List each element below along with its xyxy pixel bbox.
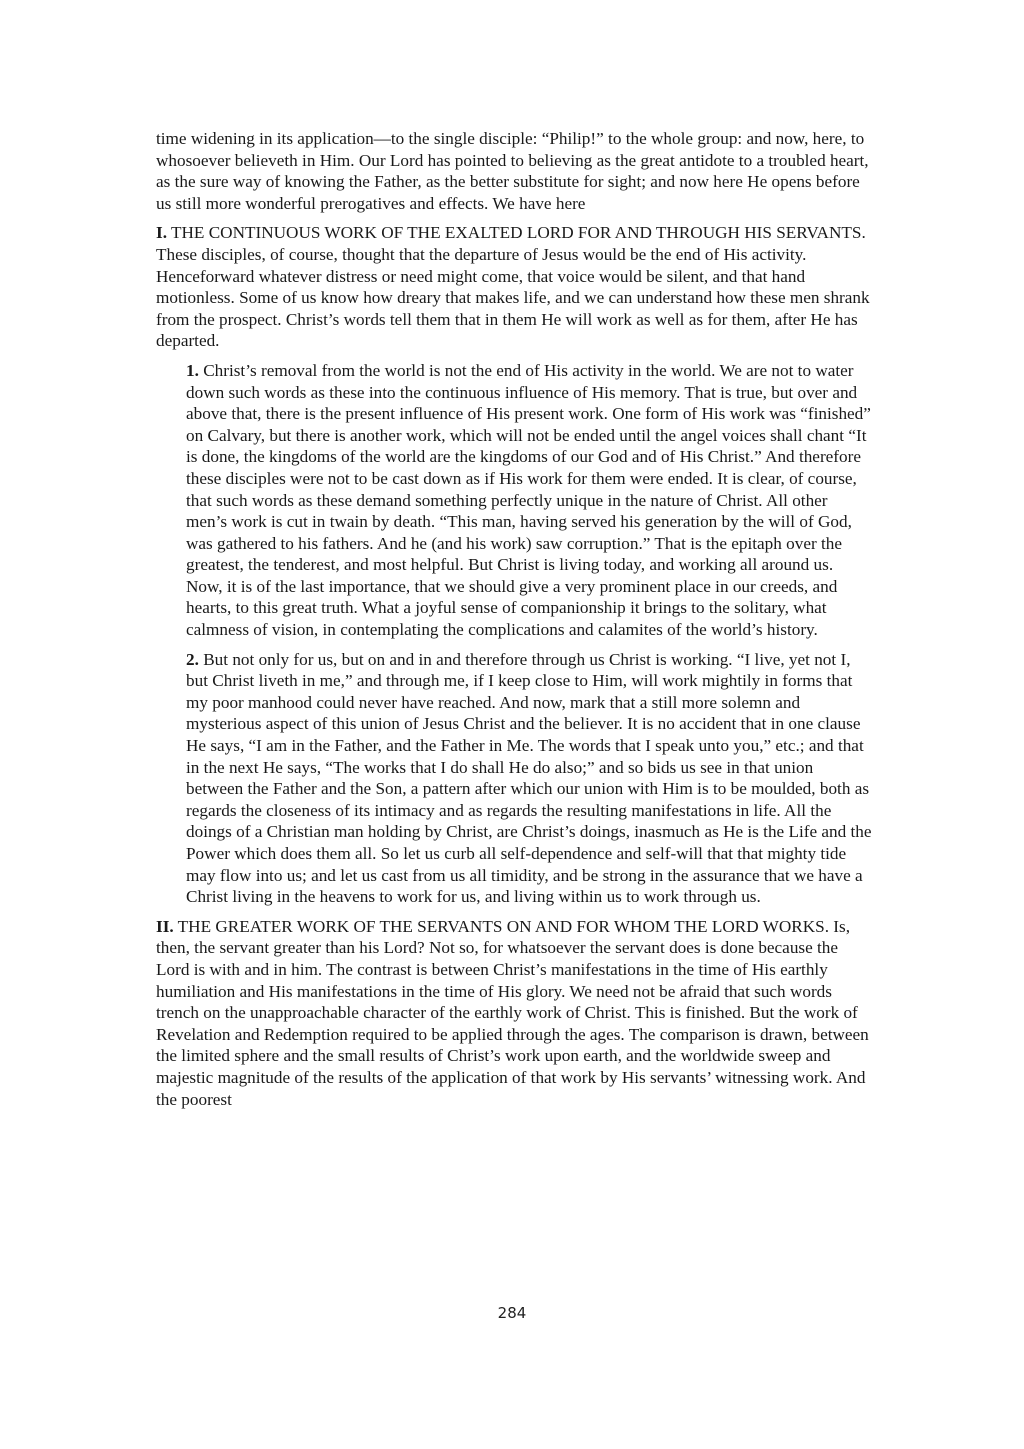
paragraph-text: THE CONTINUOUS WORK OF THE EXALTED LORD FOR AND THROUGH HIS SERVANTS. These disciples, of course, thought that the departure of Jesus would be the end of His activity. Henceforward whatever distress or need might come, that voice would be silent, and that hand motionless. Some of us know how dreary that makes life, and we can understand how these men shrank from the prospect. Christ’s words tell them that in them He will work as well as for them, after He has departed. [156, 223, 870, 351]
page-body [156, 128, 872, 1118]
paragraph-text: But not only for us, but on and in and therefore through us Christ is working. “I live, yet not I, but Christ liveth in me,” and through me, if I keep close to Him, will work mightily in forms that my poor manhood could never have reached. And now, mark that a still more solemn and mysterious aspect of this union of Jesus Christ and the believer. It is no accident that in one clause He says, “I am in the Father, and the Father in Me. The words that I speak unto you,” etc.; and that in the next He says, “The works that I do shall He do also;” and so bids us see in that union between the Father and the Son, a pattern after which our union with Him is to be moulded, both as regards the closeness of its intimacy and as regards the resulting manifestations in life. All the doings of a Christian man holding by Christ, are Christ’s doings, inasmuch as He is the Life and the Power which does them all. So let us curb all self-dependence and self-will that that mighty tide may flow into us; and let us cast from us all timidity, and be strong in the assurance that we have a Christ living in the heavens to work for us, and living within us to work through us. [186, 649, 872, 907]
section-ii-paragraph [156, 916, 872, 1110]
paragraph-text: Christ’s removal from the world is not the end of His activity in the world. We are not to water down such words as these into the continuous influence of His memory. That is true, but over and above that, there is the present influence of His present work. One form of His work was “finished” on Calvary, but there is another work, which will not be ended until the angel voices shall chant “It is done, the kingdoms of the world are the kingdoms of our God and of His Christ.” And therefore these disciples were not to be cast down as if His work for them were ended. It is clear, of course, that such words as these demand something perfectly unique in the nature of Christ. All other men’s work is cut in twain by death. “This man, having served his generation by the will of God, was gathered to his fathers. And he (and his work) saw corruption.” That is the epitaph over the greatest, the tenderest, and most helpful. But Christ is living today, and working all around us. Now, it is of the last importance, that we should give a very prominent place in our creeds, and hearts, to this great truth. What a joyful sense of companionship it brings to the solitary, what calmness of vision, in contemplating the complications and calamites of the world’s history. [186, 360, 871, 640]
paragraph-intro [156, 128, 872, 214]
point-marker: 1. [186, 360, 199, 380]
paragraph-text: THE GREATER WORK OF THE SERVANTS ON AND FOR WHOM THE LORD WORKS. Is, then, the servant greater than his Lord? Not so, for whatsoever the servant does is done because the Lord is with and in him. The contrast is between Christ’s manifestations in the time of His earthly humiliation and His manifestations in the time of His glory. We need not be afraid that such words trench on the unapproachable character of the earthly work of Christ. This is finished. But the work of Revelation and Redemption required to be applied through the ages. The comparison is drawn, between the limited sphere and the small results of Christ’s work upon earth, and the worldwide sweep and majestic magnitude of the results of the application of that work by His servants’ witnessing work. And the poorest [156, 916, 869, 1109]
page-number: 284 [497, 1304, 527, 1322]
point-2-paragraph [186, 649, 872, 908]
point-marker: 2. [186, 649, 199, 669]
section-i-paragraph [156, 222, 872, 352]
paragraph-text: time widening in its application—to the single disciple: “Philip!” to the whole group: and now, here, to whosoever believeth in Him. Our Lord has pointed to believing as the great antidote to a troubled heart, as the sure way of knowing the Father, as the better substitute for sight; and now here He opens before us still more wonderful prerogatives and effects. We have here [156, 129, 869, 213]
point-1-paragraph [186, 360, 872, 641]
section-marker: I. [156, 223, 167, 243]
section-marker: II. [156, 916, 174, 936]
